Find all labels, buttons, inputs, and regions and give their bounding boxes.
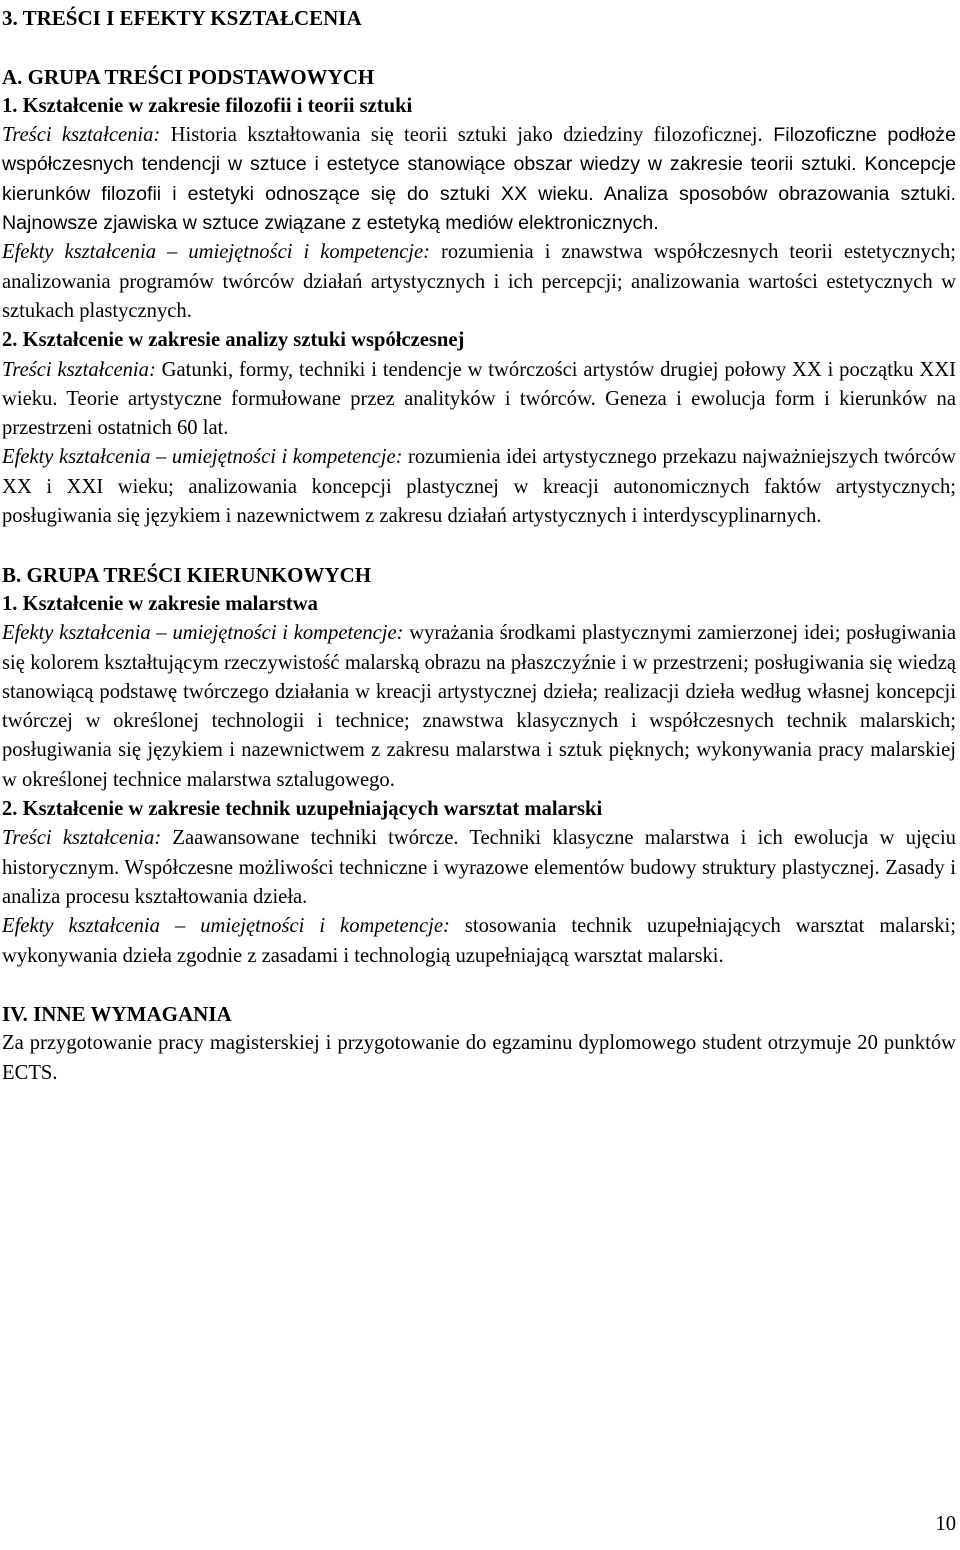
- group-b-section-2-outcomes-paragraph: [2, 912, 956, 971]
- page-number: 10: [935, 1513, 956, 1535]
- tresci-label: Treści kształcenia:: [2, 358, 156, 381]
- tresci-label: Treści kształcenia:: [2, 827, 162, 850]
- tresci-label: Treści kształcenia:: [2, 124, 161, 147]
- group-b-section-1-title: 1. Kształcenie w zakresie malarstwa: [2, 592, 318, 615]
- other-requirements-paragraph: Za przygotowanie pracy magisterskiej i przygotowanie do egzaminu dyplomowego student otrzymuje 20 punktów ECTS.: [2, 1032, 956, 1084]
- group-a-section-2-outcomes-paragraph: [2, 443, 956, 531]
- tresci-text-continued: Filozoficzne podłoże współczesnych tendencji w sztuce i estetyce stanowiące obszar wiedzy w zakresie teorii sztuki. Koncepcje kierunków filozofii i estetyki odnoszące się do sztuki XX wieku. Analiza sposobów obrazowania sztuki. Najnowsze zjawiska w sztuce związane z estetyką mediów elektronicznych.: [2, 124, 956, 235]
- tresci-text: Historia kształtowania się teorii sztuki jako dziedziny filozoficznej.: [160, 124, 763, 147]
- group-a-section-2-content-paragraph: [2, 356, 956, 444]
- efekty-label: Efekty kształcenia – umiejętności i kompetencje:: [2, 622, 404, 645]
- section-spacer: [2, 531, 956, 560]
- group-a-heading: A. GRUPA TREŚCI PODSTAWOWYCH: [2, 64, 375, 89]
- efekty-text: wyrażania środkami plastycznymi zamierzonej idei; posługiwania się kolorem kształtującym rzeczywistość malarską obrazu na płaszczyźnie i w przestrzeni; posługiwania się wiedzą stanowiącą podstawę twórczego działania w kreacji artystycznej dzieła; realizacji dzieła według własnej koncepcji twórczej w określonej technologii i technice; znawstwa klasycznych i współczesnych technik malarskich; posługiwania się językiem i nazewnictwem z zakresu malarstwa i sztuk pięknych; wykonywania pracy malarskiej w określonej technice malarstwa sztalugowego.: [2, 622, 957, 791]
- efekty-text: stosowania technik uzupełniających warsztat malarski; wykonywania dzieła zgodnie z zasadami i technologią uzupełniającą warsztat malarski.: [2, 915, 956, 967]
- other-requirements-heading: IV. INNE WYMAGANIA: [2, 1002, 232, 1027]
- tresci-text: Gatunki, formy, techniki i tendencje w twórczości artystów drugiej połowy XX i początku XXI wieku. Teorie artystyczne formułowane przez analityków i twórców. Geneza i ewolucja form i kierunków na przestrzeni ostatnich 60 lat.: [2, 358, 956, 440]
- group-a-section-1-content-paragraph: [2, 121, 956, 238]
- page-content: [2, 4, 956, 1088]
- group-b-heading: B. GRUPA TREŚCI KIERUNKOWYCH: [2, 562, 372, 587]
- group-a-section-1-outcomes-paragraph: [2, 238, 956, 326]
- main-heading: 3. TREŚCI I EFEKTY KSZTAŁCENIA: [2, 6, 362, 30]
- tresci-text: Zaawansowane techniki twórcze. Techniki klasyczne malarstwa i ich ewolucja w ujęciu historycznym. Współczesne możliwości techniczne i wyrazowe elementów budowy struktury plastycznej. Zasady i analiza procesu kształtowania dzieła.: [2, 827, 956, 908]
- group-b-section-1-outcomes-paragraph: [2, 619, 956, 795]
- efekty-label: Efekty kształcenia – umiejętności i kompetencje:: [2, 241, 431, 264]
- efekty-text: rozumienia i znawstwa współczesnych teorii estetycznych; analizowania programów twórców działań artystycznych i ich percepcji; analizowania wartości estetycznych w sztukach plastycznych.: [2, 241, 956, 322]
- group-a-section-2-title: 2. Kształcenie w zakresie analizy sztuki współczesnej: [2, 329, 465, 352]
- group-b-section-2-title: 2. Kształcenie w zakresie technik uzupełniających warsztat malarski: [2, 798, 603, 821]
- efekty-label: Efekty kształcenia – umiejętności i kompetencje:: [2, 446, 403, 469]
- efekty-label: Efekty kształcenia – umiejętności i kompetencje:: [2, 915, 450, 938]
- efekty-text: rozumienia idei artystycznego przekazu najważniejszych twórców XX i XXI wieku; analizowania koncepcji plastycznej w kreacji autonomicznych faktów artystycznych; posługiwania się językiem i nazewnictwem z zakresu działań artystycznych i interdyscyplinarnych.: [2, 446, 957, 528]
- group-b-section-2-content-paragraph: [2, 824, 956, 912]
- group-a-section-1-title: 1. Kształcenie w zakresie filozofii i teorii sztuki: [2, 94, 413, 117]
- section-spacer: [2, 971, 956, 1000]
